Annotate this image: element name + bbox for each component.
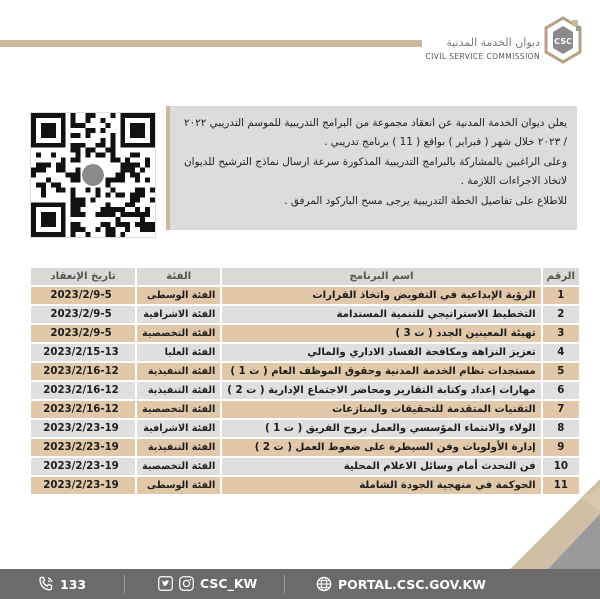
table-row [29,420,579,437]
row-program-name: تعزيز النزاهة ومكافحة الفساد الاداري والمالي [220,344,540,361]
table-header-row [29,268,579,285]
footer-divider [284,575,285,593]
header-category: الفئة [135,268,220,285]
row-number: 2 [541,306,579,323]
qr-code [30,112,156,238]
table-row [29,306,579,323]
row-program-name: مستجدات نظام الخدمة المدنية وحقوق الموظف العام ( ت 1 ) [220,363,540,380]
row-category: الفئة الوسطى [135,287,220,304]
announcement-paragraph-2: وعلى الراغبين بالمشاركة بالبرامج التدريبية المذكورة سرعة ارسال نماذج الترشيح للديوان لاتخاذ الاجراءات اللازمة . [184,155,567,188]
header-gold-bar [0,40,422,47]
footer-divider [124,575,125,593]
logo-letters: CSC [554,37,572,46]
footer-social[interactable] [158,576,257,591]
row-program-name: فن التحدث أمام وسائل الاعلام المحلية [220,458,540,475]
instagram-icon [179,576,194,591]
website-url: PORTAL.CSC.GOV.KW [338,576,486,592]
row-program-name: مهارات إعداد وكتابة التقارير ومحاضر الاجتماع الإدارية ( ت 2 ) [220,382,540,399]
row-category: الفئة التخصصية [135,401,220,418]
table-row [29,363,579,380]
row-category: الفئة التخصصية [135,458,220,475]
row-category: الفئة العليا [135,344,220,361]
twitter-icon [158,576,173,591]
row-date: 2023/2/23-19 [29,477,135,494]
row-number: 4 [541,344,579,361]
row-program-name: تهيئة المعينين الجدد ( ت 3 ) [220,325,540,342]
row-number: 3 [541,325,579,342]
row-number: 8 [541,420,579,437]
footer-phone[interactable] [38,576,86,592]
row-number: 1 [541,287,579,304]
row-date: 2023/2/23-19 [29,420,135,437]
footer-website[interactable] [316,576,486,592]
row-program-name: الرؤية الإبداعية في التفويض واتخاذ القرارات [220,287,540,304]
row-date: 2023/2/16-12 [29,382,135,399]
table-row [29,325,579,342]
row-date: 2023/2/9-5 [29,325,135,342]
row-date: 2023/2/16-12 [29,363,135,380]
csc-logo-icon [542,16,584,66]
row-number: 6 [541,382,579,399]
row-category: الفئة التخصصية [135,325,220,342]
row-date: 2023/2/23-19 [29,458,135,475]
row-number: 11 [541,477,579,494]
table-row [29,439,579,456]
announcement-box [166,106,577,230]
row-number: 7 [541,401,579,418]
header-num: الرقم [541,268,579,285]
row-number: 10 [541,458,579,475]
row-program-name: التقنيات المتقدمة للتحقيقات والمنازعات [220,401,540,418]
row-number: 9 [541,439,579,456]
row-category: الفئة الوسطى [135,477,220,494]
row-date: 2023/2/9-5 [29,287,135,304]
row-category: الفئة الاشرافية [135,420,220,437]
announcement-paragraph-1: يعلن ديوان الخدمة المدنية عن انعقاد مجموعة من البرامج التدريبية للموسم التدريبي ٢٠٢٢ / ٢٠٢٣ خلال شهر ( فبراير ) بواقع ( 11 ) برنامج تدريبي . [184,117,567,149]
phone-number: 133 [60,576,87,592]
row-number: 5 [541,363,579,380]
table-row [29,382,579,399]
row-date: 2023/2/23-19 [29,439,135,456]
header-date: تاريخ الإنعقاد [29,268,135,285]
decorative-corner-shapes [460,459,600,569]
row-date: 2023/2/16-12 [29,401,135,418]
row-program-name: إدارة الأولويات وفن السيطرة على ضغوط العمل ( ت 2 ) [220,439,540,456]
row-program-name: الحوكمة في منهجية الجودة الشاملة [220,477,540,494]
footer-bar [0,569,600,599]
header-program: اسم البرنامج [220,268,540,285]
qr-center-logo-icon [82,164,104,186]
social-handle: CSC_KW [200,576,258,591]
row-category: الفئة الاشرافية [135,306,220,323]
row-category: الفئة التنفيذية [135,439,220,456]
table-row [29,401,579,418]
logo-org-name-ar: ديوان الخدمة المدنية [446,36,540,49]
row-category: الفئة التنفيذية [135,363,220,380]
phone-icon [38,576,54,592]
table-row [29,344,579,361]
globe-icon [316,576,332,592]
row-date: 2023/2/15-13 [29,344,135,361]
row-program-name: التخطيط الاستراتيجي للتنمية المستدامة [220,306,540,323]
row-category: الفئة التنفيذية [135,382,220,399]
logo-org-name-en: CIVIL SERVICE COMMISSION [425,52,540,61]
row-program-name: الولاء والانتماء المؤسسي والعمل بروح الفريق ( ت 1 ) [220,420,540,437]
announcement-paragraph-3: للاطلاع على تفاصيل الخطة التدريبية يرجى مسح الباركود المرفق . [284,194,567,207]
row-date: 2023/2/9-5 [29,306,135,323]
table-row [29,287,579,304]
